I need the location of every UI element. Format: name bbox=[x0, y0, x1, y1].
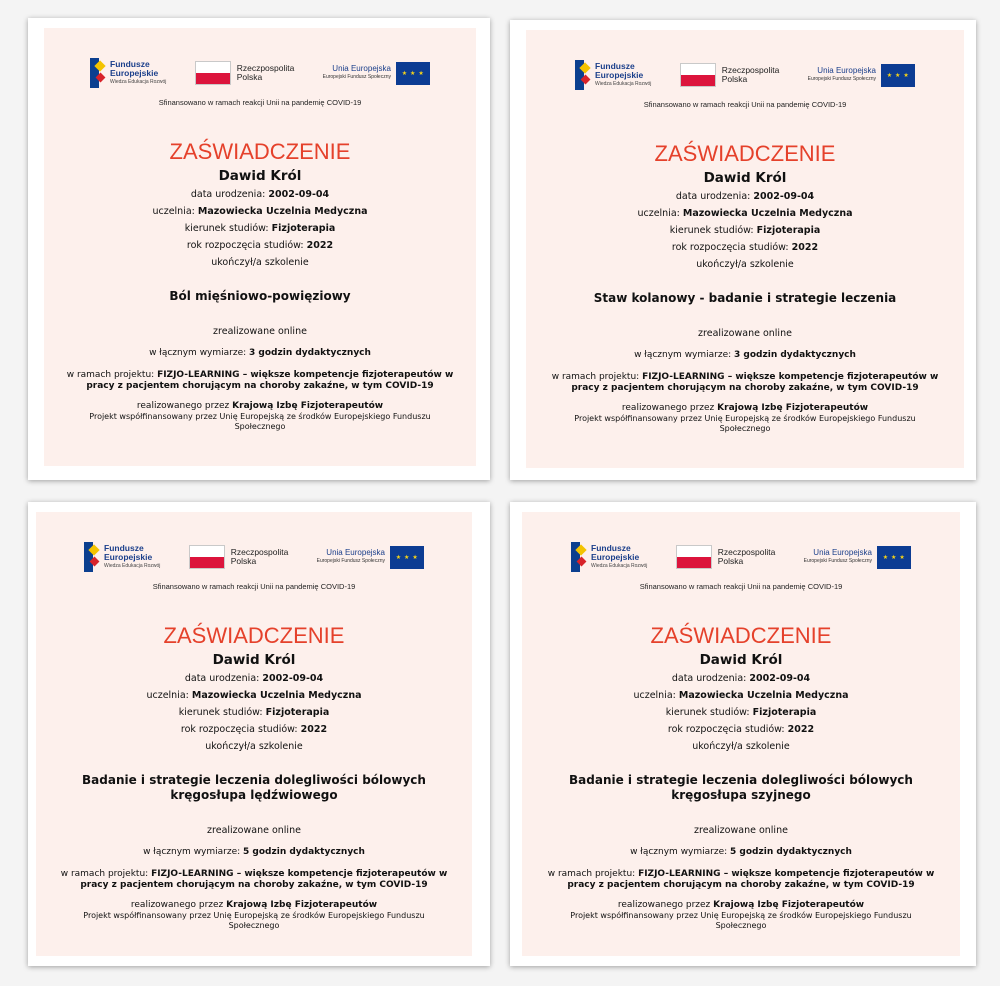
project-line: w ramach projektu: FIZJO-LEARNING – większe kompetencje fizjoterapeutów w pracy z pacjentem chorującym na choroby zakaźne, w tym COVID-19 bbox=[547, 869, 935, 890]
unia-europejska-logo: Unia Europejska Europejski Fundusz Społeczny ★ ★ ★ bbox=[317, 546, 424, 569]
funding-note: Sfinansowano w ramach reakcji Unii na pandemię COVID-19 bbox=[639, 582, 843, 591]
organizer-line: realizowanego przez Krajową Izbę Fizjoterapeutów bbox=[617, 900, 865, 910]
unia-europejska-logo: Unia Europejska Europejski Fundusz Społeczny ★ ★ ★ bbox=[804, 546, 911, 569]
fundusze-europejskie-logo: Fundusze Europejskie Wiedza Edukacja Rozwój bbox=[84, 542, 160, 572]
eu-flag-icon: ★ ★ ★ bbox=[877, 546, 911, 569]
online-line: zrealizowane online bbox=[698, 328, 792, 339]
rzeczpospolita-logo: Rzeczpospolita Polska bbox=[676, 545, 776, 569]
fe-mark-icon bbox=[575, 60, 591, 90]
completed-line: ukończył/a szkolenie bbox=[205, 741, 303, 752]
dob-line: data urodzenia: 2002-09-04 bbox=[190, 189, 330, 200]
logo-bar bbox=[575, 60, 915, 90]
fe-mark-icon bbox=[84, 542, 100, 572]
fundusze-europejskie-logo: Fundusze Europejskie Wiedza Edukacja Rozwój bbox=[571, 542, 647, 572]
poland-flag-icon bbox=[680, 63, 716, 87]
cofinance-note: Projekt współfinansowany przez Unię Europejską ze środków Europejskiego Funduszu Społecznego bbox=[570, 911, 912, 930]
fundusze-europejskie-logo: Fundusze Europejskie Wiedza Edukacja Rozwój bbox=[575, 60, 651, 90]
dob-line: data urodzenia: 2002-09-04 bbox=[184, 673, 324, 684]
logo-bar bbox=[84, 542, 424, 572]
recipient-name: Dawid Król bbox=[703, 170, 787, 186]
unia-europejska-logo: Unia Europejska Europejski Fundusz Społeczny ★ ★ ★ bbox=[808, 64, 915, 87]
dob-line: data urodzenia: 2002-09-04 bbox=[671, 673, 811, 684]
certificate-title: ZAŚWIADCZENIE bbox=[169, 139, 351, 164]
completed-line: ukończył/a szkolenie bbox=[696, 259, 794, 270]
certificate-card-1 bbox=[28, 18, 490, 480]
poland-flag-icon bbox=[195, 61, 231, 85]
fundusze-europejskie-logo: Fundusze Europejskie Wiedza Edukacja Rozwój bbox=[90, 58, 166, 88]
university-line: uczelnia: Mazowiecka Uczelnia Medyczna bbox=[152, 206, 368, 217]
organizer-line: realizowanego przez Krajową Izbę Fizjoterapeutów bbox=[621, 403, 869, 413]
hours-line: w łącznym wymiarze: 3 godzin dydaktycznych bbox=[634, 350, 856, 360]
funding-note: Sfinansowano w ramach reakcji Unii na pandemię COVID-19 bbox=[643, 100, 847, 109]
field-line: kierunek studiów: Fizjoterapia bbox=[665, 707, 817, 718]
fe-mark-icon bbox=[90, 58, 106, 88]
course-title: Badanie i strategie leczenia dolegliwości bólowych kręgosłupa szyjnego bbox=[569, 773, 913, 802]
completed-line: ukończył/a szkolenie bbox=[211, 257, 309, 268]
rzeczpospolita-logo: Rzeczpospolita Polska bbox=[189, 545, 289, 569]
certificate-title: ZAŚWIADCZENIE bbox=[650, 623, 832, 648]
course-title: Ból mięśniowo-powięziowy bbox=[169, 289, 351, 303]
project-line: w ramach projektu: FIZJO-LEARNING – większe kompetencje fizjoterapeutów w pracy z pacjentem chorującym na choroby zakaźne, w tym COVID-19 bbox=[551, 372, 939, 393]
poland-flag-icon bbox=[676, 545, 712, 569]
hours-line: w łącznym wymiarze: 3 godzin dydaktycznych bbox=[149, 348, 371, 358]
rzeczpospolita-logo: Rzeczpospolita Polska bbox=[680, 63, 780, 87]
field-line: kierunek studiów: Fizjoterapia bbox=[669, 225, 821, 236]
rzeczpospolita-logo: Rzeczpospolita Polska bbox=[195, 61, 295, 85]
unia-europejska-logo: Unia Europejska Europejski Fundusz Społeczny ★ ★ ★ bbox=[323, 62, 430, 85]
funding-note: Sfinansowano w ramach reakcji Unii na pandemię COVID-19 bbox=[152, 582, 356, 591]
project-line: w ramach projektu: FIZJO-LEARNING – większe kompetencje fizjoterapeutów w pracy z pacjentem chorującym na choroby zakaźne, w tym COVID-19 bbox=[60, 869, 448, 890]
funding-note: Sfinansowano w ramach reakcji Unii na pandemię COVID-19 bbox=[158, 98, 362, 107]
logo-bar bbox=[571, 542, 911, 572]
course-title: Staw kolanowy - badanie i strategie leczenia bbox=[593, 291, 897, 305]
certificate-title: ZAŚWIADCZENIE bbox=[163, 623, 345, 648]
cofinance-note: Projekt współfinansowany przez Unię Europejską ze środków Europejskiego Funduszu Społecznego bbox=[89, 412, 431, 431]
start-year-line: rok rozpoczęcia studiów: 2022 bbox=[671, 242, 819, 253]
certificate-page bbox=[44, 28, 476, 466]
recipient-name: Dawid Król bbox=[218, 168, 302, 184]
project-line: w ramach projektu: FIZJO-LEARNING – większe kompetencje fizjoterapeutów w pracy z pacjentem chorującym na choroby zakaźne, w tym COVID-19 bbox=[66, 370, 454, 391]
fe-mark-icon bbox=[571, 542, 587, 572]
start-year-line: rok rozpoczęcia studiów: 2022 bbox=[186, 240, 334, 251]
recipient-name: Dawid Król bbox=[212, 652, 296, 668]
organizer-line: realizowanego przez Krajową Izbę Fizjoterapeutów bbox=[136, 401, 384, 411]
university-line: uczelnia: Mazowiecka Uczelnia Medyczna bbox=[146, 690, 362, 701]
certificate-card-4 bbox=[510, 502, 976, 966]
certificate-page bbox=[526, 30, 964, 468]
eu-flag-icon: ★ ★ ★ bbox=[881, 64, 915, 87]
start-year-line: rok rozpoczęcia studiów: 2022 bbox=[180, 724, 328, 735]
certificate-card-3 bbox=[28, 502, 490, 966]
hours-line: w łącznym wymiarze: 5 godzin dydaktycznych bbox=[630, 847, 852, 857]
completed-line: ukończył/a szkolenie bbox=[692, 741, 790, 752]
cofinance-note: Projekt współfinansowany przez Unię Europejską ze środków Europejskiego Funduszu Społecznego bbox=[83, 911, 425, 930]
certificate-page bbox=[36, 512, 472, 956]
field-line: kierunek studiów: Fizjoterapia bbox=[178, 707, 330, 718]
logo-bar bbox=[90, 58, 430, 88]
poland-flag-icon bbox=[189, 545, 225, 569]
cofinance-note: Projekt współfinansowany przez Unię Europejską ze środków Europejskiego Funduszu Społecznego bbox=[574, 414, 916, 433]
eu-flag-icon: ★ ★ ★ bbox=[390, 546, 424, 569]
start-year-line: rok rozpoczęcia studiów: 2022 bbox=[667, 724, 815, 735]
university-line: uczelnia: Mazowiecka Uczelnia Medyczna bbox=[637, 208, 853, 219]
field-line: kierunek studiów: Fizjoterapia bbox=[184, 223, 336, 234]
hours-line: w łącznym wymiarze: 5 godzin dydaktycznych bbox=[143, 847, 365, 857]
certificate-card-2 bbox=[510, 20, 976, 480]
online-line: zrealizowane online bbox=[694, 825, 788, 836]
university-line: uczelnia: Mazowiecka Uczelnia Medyczna bbox=[633, 690, 849, 701]
certificate-title: ZAŚWIADCZENIE bbox=[654, 141, 836, 166]
recipient-name: Dawid Król bbox=[699, 652, 783, 668]
online-line: zrealizowane online bbox=[207, 825, 301, 836]
eu-flag-icon: ★ ★ ★ bbox=[396, 62, 430, 85]
certificate-page bbox=[522, 512, 960, 956]
organizer-line: realizowanego przez Krajową Izbę Fizjoterapeutów bbox=[130, 900, 378, 910]
dob-line: data urodzenia: 2002-09-04 bbox=[675, 191, 815, 202]
online-line: zrealizowane online bbox=[213, 326, 307, 337]
course-title: Badanie i strategie leczenia dolegliwości bólowych kręgosłupa lędźwiowego bbox=[82, 773, 426, 802]
